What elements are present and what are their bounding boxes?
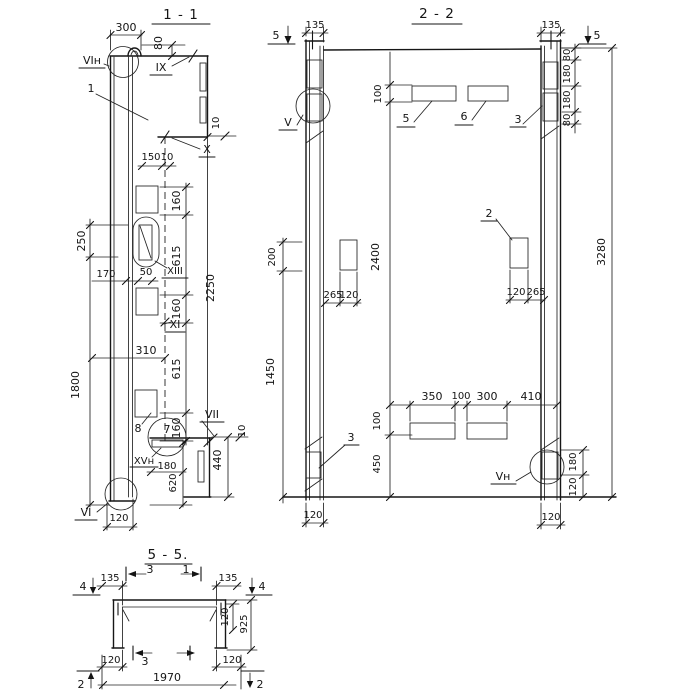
- label-item-6: 6: [460, 110, 468, 123]
- dim-450: 450: [372, 454, 383, 474]
- label-xi: XI: [169, 318, 181, 331]
- dim-180-right: 180: [568, 452, 579, 472]
- dim-120-base-right: 120: [541, 512, 561, 523]
- dim-135-right: 135: [541, 20, 561, 31]
- dim-170: 170: [96, 269, 116, 280]
- section-1-1: [69, 7, 248, 531]
- label-item-1: 1: [87, 82, 95, 95]
- marker-5-right: 5: [593, 29, 601, 42]
- dim-120-left: 120: [339, 290, 359, 301]
- dim-80a: 80: [562, 48, 573, 62]
- label-item-3-bottom: 3: [347, 431, 355, 444]
- dim-1800: 1800: [69, 371, 82, 399]
- marker-2-right: 2: [256, 678, 264, 691]
- dim-120-base-left: 120: [303, 510, 323, 521]
- marker-2-left: 2: [77, 678, 85, 691]
- dim-chain-615a: 615: [170, 245, 183, 267]
- dim-265-right: 265: [526, 287, 546, 298]
- marker-4-left: 4: [79, 580, 87, 593]
- label-v-n: Vн: [495, 470, 511, 483]
- dim-200: 200: [267, 247, 278, 267]
- label-ix: IX: [155, 61, 167, 74]
- label-x: X: [203, 143, 211, 156]
- dim-150: 150: [141, 152, 161, 163]
- dim-chain-160a: 160: [170, 190, 183, 212]
- dim-10-step: 10: [160, 152, 174, 163]
- dim-180a: 180: [562, 64, 573, 84]
- dim-300-row: 300: [476, 390, 498, 403]
- dim-10-top: 10: [211, 116, 222, 130]
- dim-180: 180: [157, 461, 177, 472]
- label-item-2: 2: [485, 207, 493, 220]
- dim-chain-615b: 615: [170, 358, 183, 380]
- dim-310: 310: [135, 344, 157, 357]
- dim-135-left: 135: [100, 573, 120, 584]
- marker-5-left: 5: [272, 29, 280, 42]
- label-item-8: 8: [134, 422, 142, 435]
- dim-2400: 2400: [369, 243, 382, 271]
- section-title-5-5: 5 - 5.: [147, 547, 189, 563]
- dim-50: 50: [139, 267, 153, 278]
- section-title-2-2: 2 - 2: [419, 6, 455, 22]
- dim-120-right: 120: [506, 287, 526, 298]
- texts-2-2: [264, 6, 608, 523]
- label-item-5: 5: [402, 112, 410, 125]
- section-2-2: [264, 6, 617, 529]
- label-xiii: XIII: [167, 266, 183, 277]
- label-item-3-bottom: 3: [141, 655, 149, 668]
- label-vi: VI: [80, 506, 92, 519]
- section-title-1-1: 1 - 1: [163, 7, 199, 23]
- dim-135-left: 135: [305, 20, 325, 31]
- dim-chain-160c: 160: [170, 417, 183, 439]
- dim-250: 250: [75, 230, 88, 252]
- dim-100-top: 100: [373, 84, 384, 104]
- dim-350: 350: [421, 390, 443, 403]
- label-item-7: 7: [163, 423, 171, 436]
- dim-410: 410: [520, 390, 542, 403]
- dim-180b: 180: [562, 90, 573, 110]
- channel-outline-5-5: [112, 600, 227, 648]
- dim-100-row: 100: [451, 391, 471, 402]
- label-item-3-top: 3: [514, 113, 522, 126]
- dim-925: 925: [239, 614, 250, 634]
- dim-chain-160b: 160: [170, 298, 183, 320]
- dim-265-left: 265: [323, 290, 343, 301]
- dim-1450: 1450: [264, 358, 277, 386]
- dim-80: 80: [152, 36, 165, 50]
- label-item-1-top: 1: [182, 563, 190, 576]
- dim-300: 300: [115, 21, 137, 34]
- dim-620: 620: [168, 473, 179, 493]
- dim-1970: 1970: [153, 671, 181, 684]
- texts-5-5: [78, 547, 266, 691]
- dim-120-bottom: 120: [109, 513, 129, 524]
- dim-2250: 2250: [204, 274, 217, 302]
- label-vii: VII: [204, 408, 220, 421]
- dim-120-bottom-left: 120: [101, 655, 121, 666]
- label-item-3-top: 3: [146, 563, 154, 576]
- dim-80b: 80: [562, 113, 573, 127]
- dim-100-bottom: 100: [372, 411, 383, 431]
- dim-120-right-bottom: 120: [568, 477, 579, 497]
- label-v: V: [284, 116, 292, 129]
- dim-440: 440: [211, 449, 224, 471]
- dim-120-flange: 120: [220, 607, 231, 627]
- texts-1-1: [69, 7, 248, 524]
- section-5-5: [73, 547, 272, 691]
- label-xv-n: XVн: [133, 456, 155, 467]
- dim-10-bottom: 10: [237, 424, 248, 438]
- dim-120-bottom-right: 120: [222, 655, 242, 666]
- marker-4-right: 4: [258, 580, 266, 593]
- label-vi-n: VIн: [83, 54, 101, 67]
- dim-135-right: 135: [218, 573, 238, 584]
- dim-3280: 3280: [595, 238, 608, 266]
